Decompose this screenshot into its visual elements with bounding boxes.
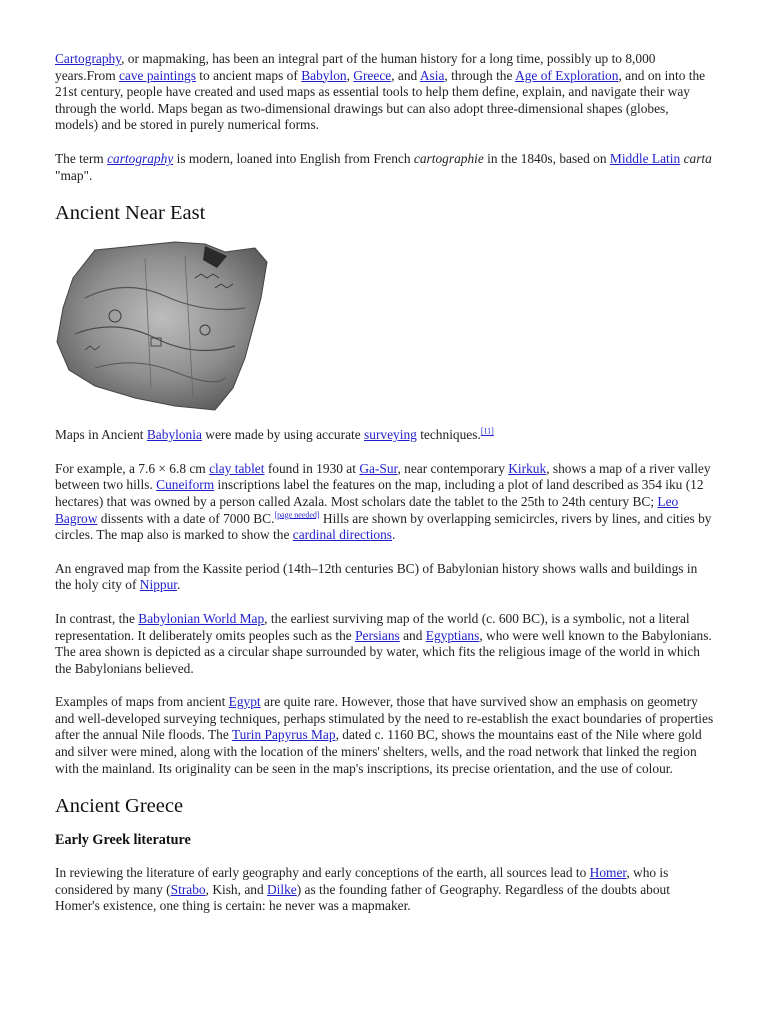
link-strabo[interactable]: Strabo <box>170 881 206 897</box>
link-dilke[interactable]: Dilke <box>267 881 297 897</box>
link-babylonia[interactable]: Babylonia <box>146 427 202 443</box>
link-surveying[interactable]: surveying <box>364 427 417 443</box>
link-cuneiform[interactable]: Cuneiform <box>156 477 215 493</box>
clay-tablet-image <box>55 238 269 412</box>
link-cardinal-directions[interactable]: cardinal directions <box>292 527 393 543</box>
article-body <box>55 51 715 932</box>
link-leo-bagrow[interactable]: Leo Bagrow <box>55 493 679 526</box>
link-egypt[interactable]: Egypt <box>228 694 261 710</box>
link-persians[interactable]: Persians <box>355 627 400 643</box>
link-babylonian-world-map[interactable]: Babylonian World Map <box>138 610 265 626</box>
link-homer[interactable]: Homer <box>589 865 627 881</box>
link-turin-papyrus-map[interactable]: Turin Papyrus Map <box>231 727 336 743</box>
greece-paragraph-1: In reviewing the literature of early geography and early conceptions of the earth, all sources lead to Homer, who is considered by many (Strabo, Kish, and Dilke) as the founding father of Geography. Regardless of the doubts about Homer's existence, one thing is certain: he never was a mapmaker. <box>55 865 670 914</box>
near-east-paragraph-5: Examples of maps from ancient Egypt are quite rare. However, those that have survived show an emphasis on geometry and well-developed surveying techniques, perhaps stimulated by the need to re-establish the exact boundaries of properties after the annual Nile floods. The Turin Papyrus Map, dated c. 1160 BC, shows the mountains east of the Nile where gold and silver were mined, along with the location of the miners' shelters, wells, and the road network that linked the region with the mainland. Its originality can be seen in the map's inscriptions, its precise orientation, and the use of colour. <box>55 694 714 776</box>
near-east-paragraph-2: For example, a 7.6 × 6.8 cm clay tablet found in 1930 at Ga-Sur, near contemporary Kirkuk, shows a map of a river valley between two hills. Cuneiform inscriptions label the features on the map, including a plot of land described as 354 iku (12 hectares) that was owned by a person called Azala. Most scholars date the tablet to the 25th to 24th century BC; Leo Bagrow dissents with a date of 7000 BC.[page needed] Hills are shown by overlapping semicircles, rivers by lines, and cities by circles. The map also is marked to show the cardinal directions. <box>55 460 712 543</box>
link-asia[interactable]: Asia <box>419 67 445 83</box>
link-clay-tablet[interactable]: clay tablet <box>209 460 265 476</box>
citation-link[interactable]: [11] <box>480 426 494 436</box>
near-east-paragraph-1: Maps in Ancient Babylonia were made by using accurate surveying techniques.[11] <box>55 426 494 443</box>
near-east-paragraph-3: An engraved map from the Kassite period (14th–12th centuries BC) of Babylonian history shows walls and buildings in the holy city of Nippur. <box>55 560 698 593</box>
link-greece[interactable]: Greece <box>353 67 392 83</box>
link-babylon[interactable]: Babylon <box>301 67 347 83</box>
heading-ancient-greece: Ancient Greece <box>55 795 184 818</box>
link-age-of-exploration[interactable]: Age of Exploration <box>515 67 619 83</box>
intro-paragraph: Cartography, or mapmaking, has been an integral part of the human history for a long time, possibly up to 8,000 years.From cave paintings to ancient maps of Babylon, Greece, and Asia, through the Age of Exploration, and on into the 21st century, people have created and used maps as essential tools to help them define, explain, and navigate their way through the world. Maps began as two-dimensional drawings but can also adopt three-dimensional shapes (globes, models) and be stored in purely numerical forms. <box>55 51 706 133</box>
link-kirkuk[interactable]: Kirkuk <box>508 460 547 476</box>
subheading-early-greek-literature: Early Greek literature <box>55 832 191 849</box>
link-middle-latin[interactable]: Middle Latin <box>609 150 681 166</box>
link-egyptians[interactable]: Egyptians <box>425 627 480 643</box>
heading-ancient-near-east: Ancient Near East <box>55 202 206 225</box>
link-cave-paintings[interactable]: cave paintings <box>118 67 196 83</box>
link-nippur[interactable]: Nippur <box>139 577 177 593</box>
term-paragraph: The term cartography is modern, loaned into English from French cartographie in the 1840s, based on Middle Latin carta "map". <box>55 150 712 183</box>
link-cartography[interactable]: Cartography <box>55 51 122 66</box>
near-east-paragraph-4: In contrast, the Babylonian World Map, the earliest surviving map of the world (c. 600 BC), is a symbolic, not a literal representation. It deliberately omits peoples such as the Persians and Egyptians, who were well known to the Babylonians. The area shown is depicted as a circular shape surrounded by water, which fits the religious image of the world in which the Babylonians believed. <box>55 610 712 676</box>
link-ga-sur[interactable]: Ga-Sur <box>359 460 398 476</box>
link-cartography-term[interactable]: cartography <box>107 150 174 166</box>
page-needed-link[interactable]: [page needed] <box>274 510 320 520</box>
clay-tablet-illustration <box>55 238 269 412</box>
